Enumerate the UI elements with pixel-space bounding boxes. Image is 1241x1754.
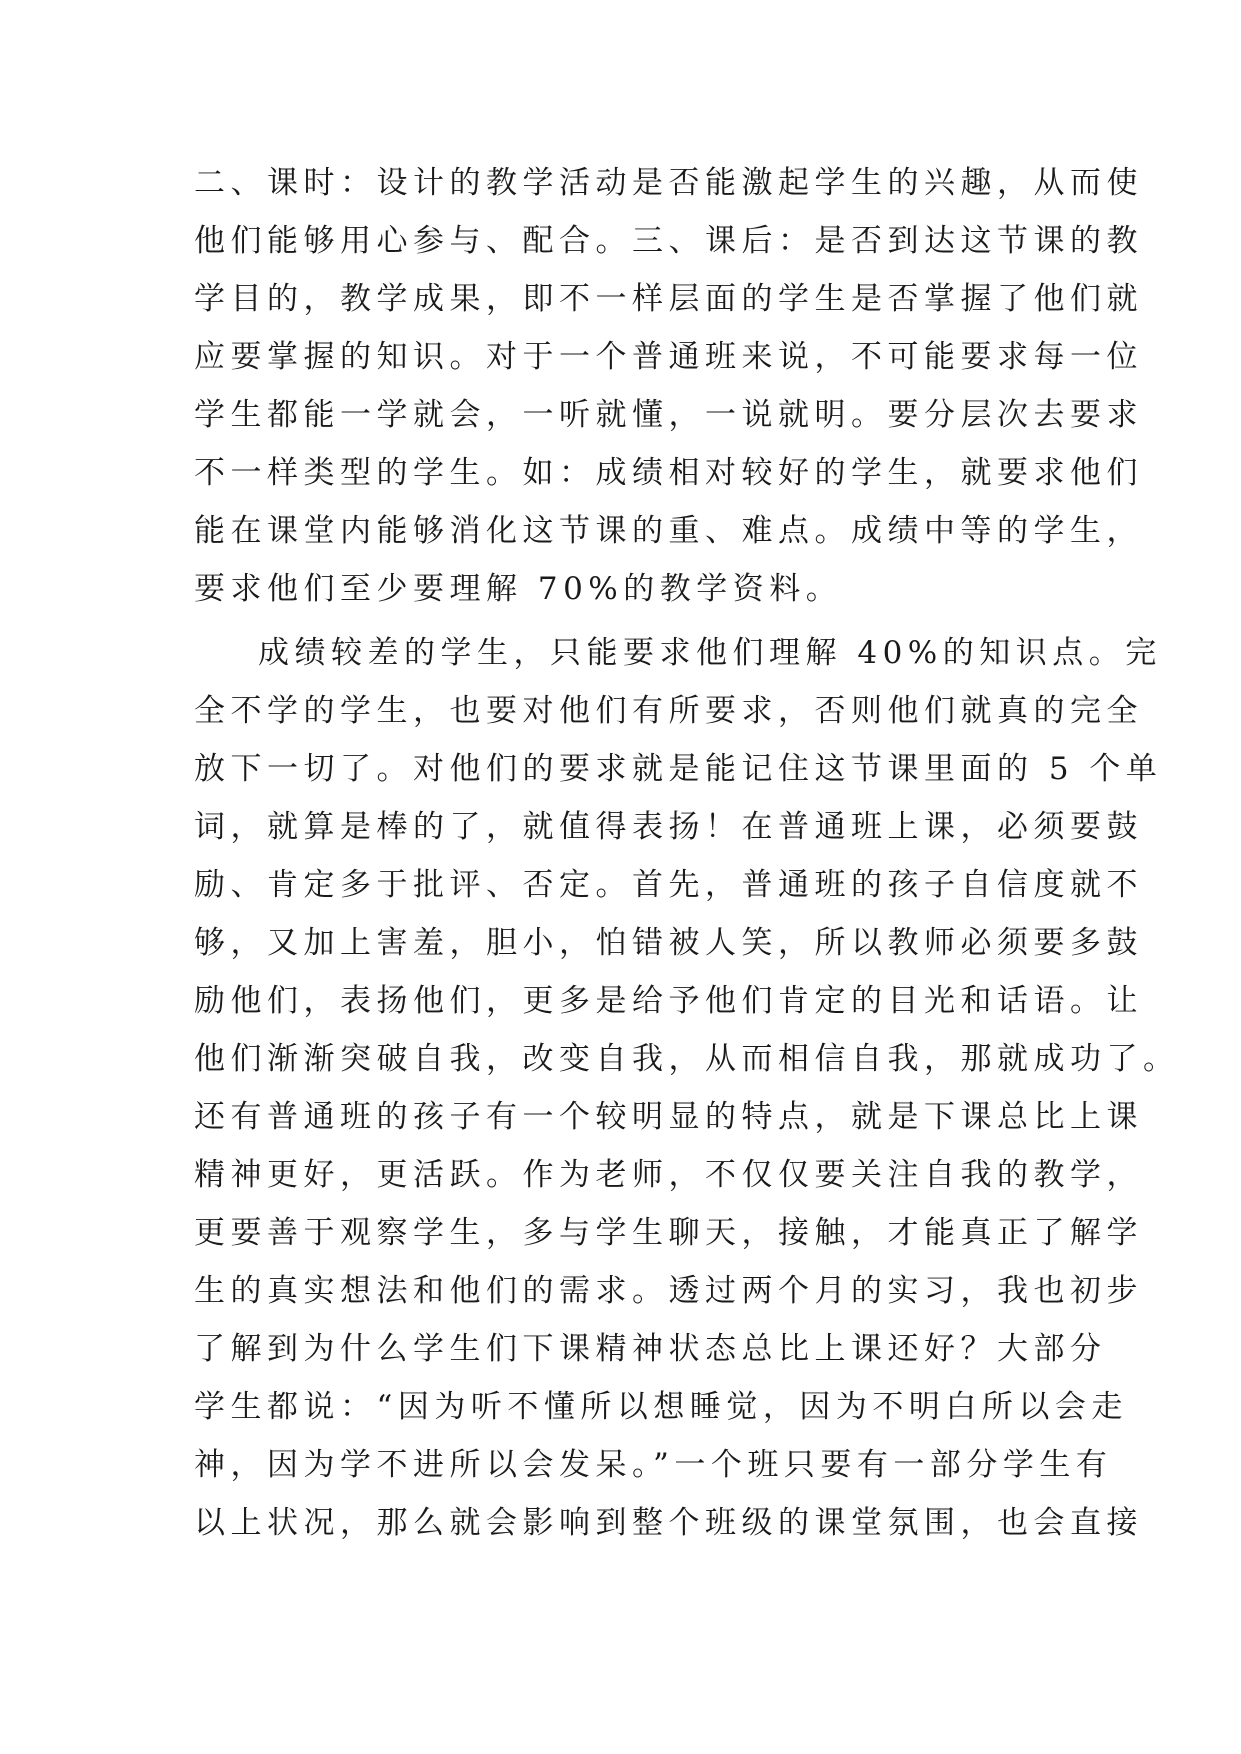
text-line: 学生都能一学就会，一听就懂，一说就明。要分层次去要求 [194, 397, 1143, 433]
text-line: 学生都说：“因为听不懂所以想睡觉，因为不明白所以会走 [194, 1389, 1128, 1425]
text-line: 词，就算是棒的了，就值得表扬！在普通班上课，必须要鼓 [194, 809, 1143, 845]
text-line: 还有普通班的孩子有一个较明显的特点，就是下课总比上课 [194, 1099, 1143, 1135]
text-line: 以上状况，那么就会影响到整个班级的课堂氛围，也会直接 [194, 1505, 1143, 1541]
text-line: 不一样类型的学生。如：成绩相对较好的学生，就要求他们 [194, 455, 1143, 491]
text-line: 更要善于观察学生，多与学生聊天，接触，才能真正了解学 [194, 1215, 1143, 1251]
text-line: 精神更好，更活跃。作为老师，不仅仅要关注自我的教学， [194, 1157, 1143, 1193]
text-line: 神，因为学不进所以会发呆。”一个班只要有一部分学生有 [194, 1447, 1113, 1483]
text-line: 生的真实想法和他们的需求。透过两个月的实习，我也初步 [194, 1273, 1143, 1309]
text-line: 够，又加上害羞，胆小，怕错被人笑，所以教师必须要多鼓 [194, 925, 1143, 961]
text-line: 成绩较差的学生，只能要求他们理解 40%的知识点。完 [258, 635, 1162, 671]
text-line: 了解到为什么学生们下课精神状态总比上课还好？大部分 [194, 1331, 1107, 1367]
text-line: 励、肯定多于批评、否定。首先，普通班的孩子自信度就不 [194, 867, 1143, 903]
text-line: 放下一切了。对他们的要求就是能记住这节课里面的 5 个单 [194, 751, 1163, 787]
paragraph-1 [194, 154, 1143, 618]
text-line: 他们渐渐突破自我，改变自我，从而相信自我，那就成功了。 [194, 1041, 1180, 1077]
text-line: 能在课堂内能够消化这节课的重、难点。成绩中等的学生， [194, 513, 1143, 549]
text-line: 学目的，教学成果，即不一样层面的学生是否掌握了他们就 [194, 281, 1143, 317]
text-line: 励他们，表扬他们，更多是给予他们肯定的目光和话语。让 [194, 983, 1143, 1019]
text-line: 他们能够用心参与、配合。三、课后：是否到达这节课的教 [194, 223, 1143, 259]
text-line: 应要掌握的知识。对于一个普通班来说，不可能要求每一位 [194, 339, 1143, 375]
text-line: 要求他们至少要理解 70%的教学资料。 [194, 571, 843, 607]
text-line: 全不学的学生，也要对他们有所要求，否则他们就真的完全 [194, 693, 1143, 729]
paragraph-2 [194, 624, 1180, 1552]
text-line: 二、课时：设计的教学活动是否能激起学生的兴趣，从而使 [194, 165, 1143, 201]
